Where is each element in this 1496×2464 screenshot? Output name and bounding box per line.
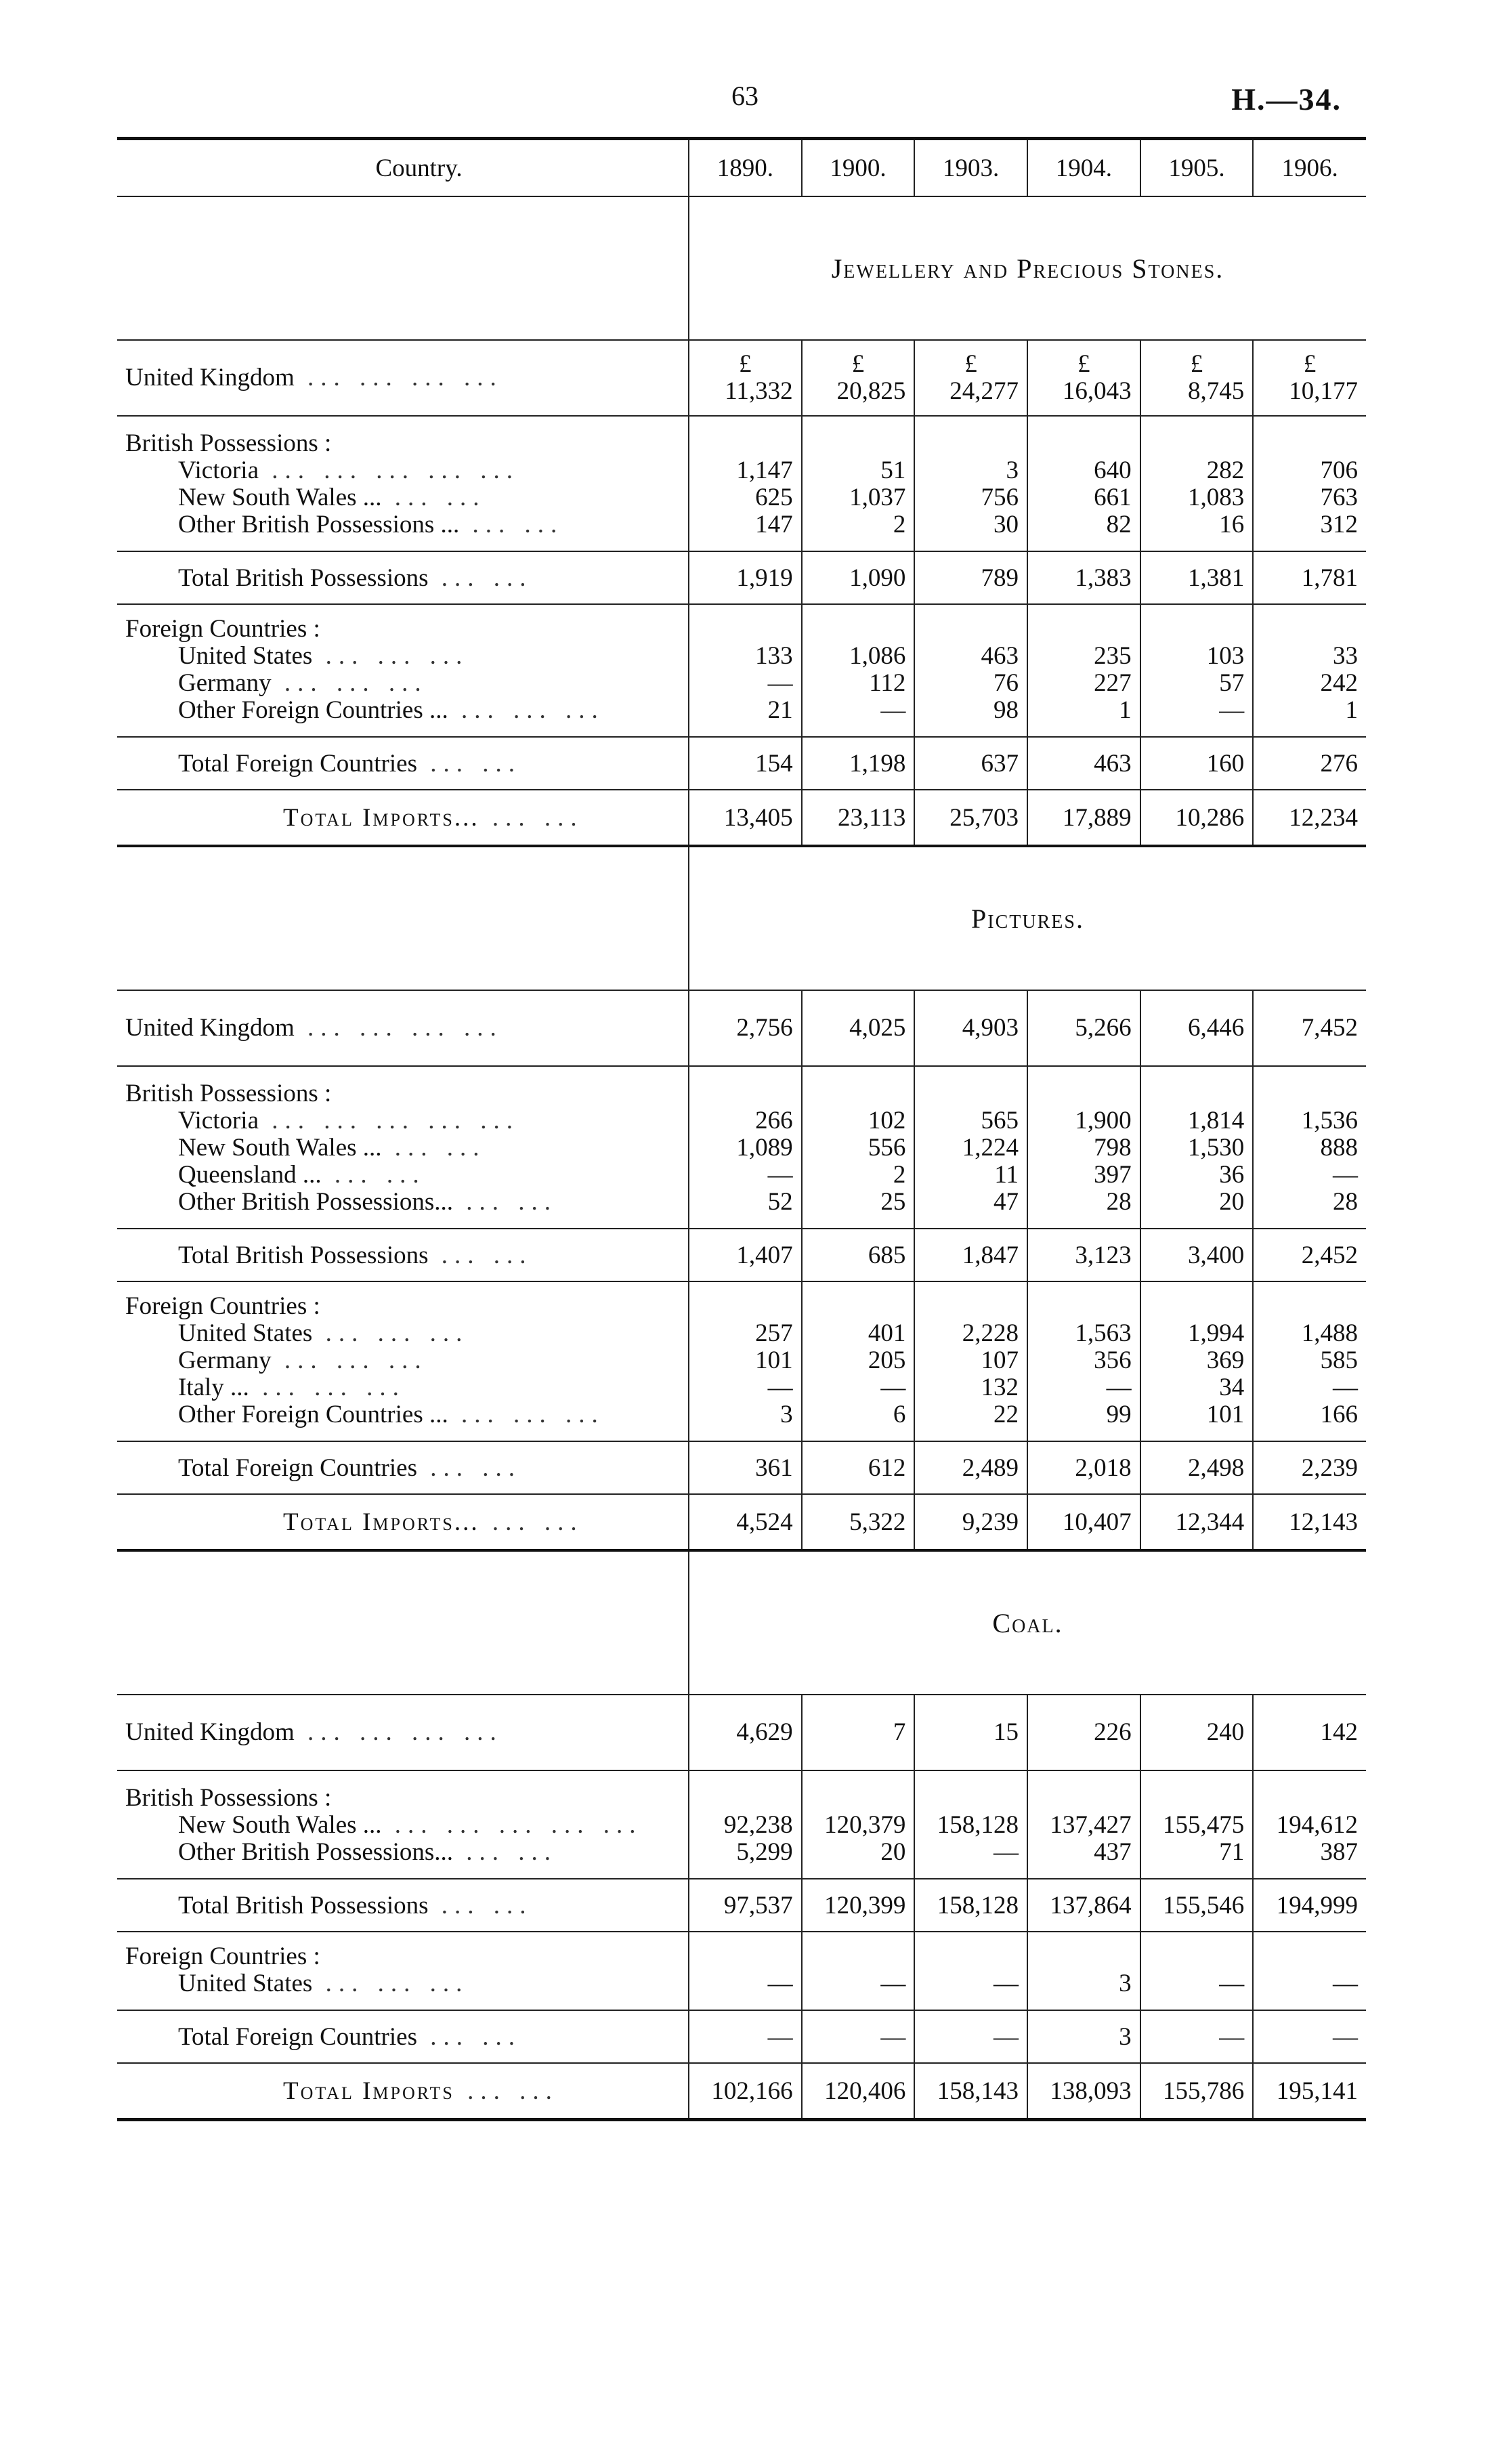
cell-value: 463 [1094, 749, 1132, 778]
leader-dots: ... ... [416, 2022, 521, 2051]
uk-row [117, 990, 1366, 1066]
cell-value: 57 [1219, 669, 1245, 697]
cell-value: 71 [1219, 1838, 1245, 1866]
cell-value: 437 [1094, 1838, 1132, 1866]
table-row [117, 457, 1366, 484]
table-row [117, 1162, 1366, 1189]
cell-value: 23,113 [837, 803, 906, 832]
cell-value: 637 [981, 749, 1019, 778]
cell-value: 3 [1119, 2022, 1132, 2051]
row-label: Victoria [178, 457, 259, 484]
cell-value: 194,612 [1276, 1811, 1358, 1839]
row-label: Total British Possessions [178, 1241, 429, 1269]
cell-value: 2,756 [736, 1014, 793, 1042]
cell-value: 120,379 [824, 1811, 906, 1839]
cell-value: 7 [893, 1718, 906, 1746]
cell-value: 142 [1320, 1718, 1358, 1746]
leader-dots: ... ... ... [271, 670, 428, 697]
cell-value: — [1219, 2022, 1245, 2051]
cell-value: — [1219, 696, 1245, 724]
year-header: 1900. [802, 139, 915, 197]
cell-value: 397 [1094, 1161, 1132, 1189]
cell-value: 24,277 [949, 377, 1019, 405]
cell-value: 12,344 [1175, 1508, 1245, 1536]
table-row [117, 1970, 1366, 2010]
table-row [117, 1347, 1366, 1374]
cell-value: 97,537 [723, 1891, 793, 1919]
currency-symbol: £ [739, 350, 752, 378]
cell-value: — [880, 2022, 906, 2051]
cell-value: 13,405 [723, 803, 793, 832]
total-row [117, 737, 1366, 790]
row-label: United States [178, 1970, 313, 1997]
grand-total-row [117, 790, 1366, 846]
cell-value: 16,043 [1062, 377, 1132, 405]
leader-dots: ... ... [321, 1162, 426, 1189]
group-heading-row [117, 1281, 1366, 1320]
cell-value: 1,407 [736, 1241, 793, 1269]
row-label: Total Imports [283, 2077, 454, 2105]
cell-value: 240 [1206, 1718, 1245, 1746]
cell-value: — [993, 2022, 1019, 2051]
row-label: New South Wales ... [178, 1134, 382, 1162]
cell-value: 1,090 [849, 564, 906, 592]
cell-value: 107 [981, 1346, 1019, 1374]
cell-value: 17,889 [1062, 803, 1132, 832]
cell-value: 205 [868, 1346, 906, 1374]
leader-dots: ... ... [453, 1189, 558, 1216]
leader-dots: ... ... [428, 564, 533, 592]
cell-value: 11 [994, 1161, 1019, 1189]
cell-value: 3 [780, 1401, 793, 1428]
cell-value: 6,446 [1188, 1014, 1245, 1042]
cell-value: 99 [1106, 1401, 1132, 1428]
cell-value: 7,452 [1301, 1014, 1358, 1042]
group-heading-row [117, 1066, 1366, 1107]
cell-value: 138,093 [1050, 2077, 1132, 2105]
grand-total-row [117, 2063, 1366, 2120]
cell-value: 3 [1006, 456, 1019, 484]
table-body [117, 196, 1366, 2120]
header-row [117, 139, 1366, 197]
cell-value: 20,825 [836, 377, 906, 405]
cell-value: 2,489 [962, 1453, 1019, 1482]
cell-value: 1,381 [1188, 564, 1245, 592]
cell-value: 2,498 [1188, 1453, 1245, 1482]
leader-dots: ... ... ... ... [294, 364, 503, 391]
leader-dots: ... ... [479, 803, 584, 832]
cell-value: 194,999 [1276, 1891, 1358, 1919]
cell-value: — [1219, 1970, 1245, 1997]
cell-value: 34 [1219, 1374, 1245, 1401]
table-row [117, 697, 1366, 737]
cell-value: 1,994 [1188, 1319, 1245, 1347]
year-header: 1890. [689, 139, 802, 197]
row-label: Germany [178, 1347, 272, 1374]
row-label: New South Wales ... [178, 484, 382, 511]
cell-value: 1,037 [849, 484, 906, 511]
cell-value: 361 [755, 1453, 793, 1482]
row-label: Other British Possessions... [178, 1189, 454, 1216]
group-heading-row [117, 416, 1366, 457]
uk-row [117, 340, 1366, 416]
row-label: Total British Possessions [178, 564, 429, 592]
cell-value: 9,239 [962, 1508, 1019, 1536]
section-title: Pictures. [689, 846, 1366, 990]
cell-value: 4,025 [849, 1014, 906, 1042]
row-label: Foreign Countries : [125, 1942, 320, 1970]
cell-value: 12,143 [1289, 1508, 1358, 1536]
cell-value: — [767, 1970, 793, 1997]
country-column-header: Country. [375, 154, 463, 182]
table-row [117, 1134, 1366, 1162]
cell-value: 28 [1333, 1188, 1358, 1216]
cell-value: 2 [893, 1161, 906, 1189]
cell-value: 166 [1320, 1401, 1358, 1428]
cell-value: — [1106, 1374, 1132, 1401]
row-label: Total Foreign Countries [178, 1453, 417, 1482]
cell-value: 685 [868, 1241, 906, 1269]
currency-symbol: £ [851, 350, 865, 378]
cell-value: 763 [1320, 484, 1358, 511]
leader-dots: ... ... ... [271, 1347, 428, 1374]
row-label: Foreign Countries : [125, 615, 320, 643]
total-row [117, 1229, 1366, 1281]
cell-value: — [1333, 1161, 1358, 1189]
cell-value: 1 [1345, 696, 1358, 724]
group-heading-row [117, 1770, 1366, 1812]
cell-value: 2 [893, 511, 906, 538]
row-label: Foreign Countries : [125, 1292, 320, 1320]
cell-value: 20 [1219, 1188, 1245, 1216]
row-label: Other Foreign Countries ... [178, 1401, 448, 1428]
cell-value: 5,299 [736, 1838, 793, 1866]
cell-value: 1,900 [1075, 1107, 1132, 1134]
cell-value: 556 [868, 1134, 906, 1162]
cell-value: 625 [755, 484, 793, 511]
section-title: Jewellery and Precious Stones. [689, 196, 1366, 340]
total-row [117, 551, 1366, 604]
row-label: Italy ... [178, 1374, 249, 1401]
table-row [117, 1320, 1366, 1347]
cell-value: 30 [993, 511, 1019, 538]
cell-value: 52 [767, 1188, 793, 1216]
cell-value: 1,086 [849, 642, 906, 670]
cell-value: 195,141 [1276, 2077, 1358, 2105]
cell-value: 82 [1106, 511, 1132, 538]
cell-value: 120,406 [824, 2077, 906, 2105]
leader-dots: ... ... [428, 1891, 533, 1919]
cell-value: 1,198 [849, 749, 906, 778]
row-label: British Possessions : [125, 1080, 332, 1107]
cell-value: 1,563 [1075, 1319, 1132, 1347]
total-row [117, 2010, 1366, 2063]
currency-symbol: £ [1190, 350, 1203, 378]
row-label: United States [178, 1320, 313, 1347]
cell-value: 369 [1206, 1346, 1245, 1374]
cell-value: 102,166 [711, 2077, 793, 2105]
cell-value: 103 [1206, 642, 1245, 670]
jewellery-section-title-row [117, 196, 1366, 340]
cell-value: 3,123 [1075, 1241, 1132, 1269]
currency-symbol: £ [1303, 350, 1317, 378]
cell-value: 5,322 [849, 1508, 906, 1536]
cell-value: 10,407 [1062, 1508, 1132, 1536]
row-label: United States [178, 643, 313, 670]
cell-value: 147 [755, 511, 793, 538]
cell-value: 12,234 [1289, 803, 1358, 832]
imports-table [117, 137, 1366, 2121]
cell-value: — [1333, 1970, 1358, 1997]
cell-value: 137,864 [1050, 1891, 1132, 1919]
cell-value: 756 [981, 484, 1019, 511]
section-title: Coal. [689, 1550, 1366, 1695]
leader-dots: ... ... [479, 1508, 584, 1536]
row-label: British Possessions : [125, 1784, 332, 1812]
cell-value: — [767, 669, 793, 697]
cell-value: 10,286 [1175, 803, 1245, 832]
cell-value: 2,239 [1301, 1453, 1358, 1482]
cell-value: 6 [893, 1401, 906, 1428]
cell-value: 706 [1320, 456, 1358, 484]
cell-value: 16 [1219, 511, 1245, 538]
cell-value: 1,083 [1188, 484, 1245, 511]
leader-dots: ... ... ... [312, 1970, 469, 1997]
cell-value: 282 [1206, 456, 1245, 484]
leader-dots: ... ... [459, 511, 564, 538]
cell-value: 15 [993, 1718, 1019, 1746]
total-row [117, 1441, 1366, 1494]
row-label: United Kingdom [125, 364, 295, 391]
coal-section-title-row [117, 1550, 1366, 1695]
cell-value: 1,781 [1301, 564, 1358, 592]
cell-value: 565 [981, 1107, 1019, 1134]
table-row [117, 484, 1366, 511]
cell-value: 92,238 [723, 1811, 793, 1839]
leader-dots: ... ... ... [312, 1320, 469, 1347]
cell-value: 1,089 [736, 1134, 793, 1162]
cell-value: 158,143 [937, 2077, 1019, 2105]
cell-value: 4,629 [736, 1718, 793, 1746]
cell-value: 226 [1094, 1718, 1132, 1746]
row-label: Total British Possessions [178, 1891, 429, 1919]
cell-value: 235 [1094, 642, 1132, 670]
cell-value: 640 [1094, 456, 1132, 484]
cell-value: 276 [1320, 749, 1358, 778]
row-label: Germany [178, 670, 272, 697]
leader-dots: ... ... ... ... ... [381, 1812, 643, 1839]
cell-value: 8,745 [1188, 377, 1245, 405]
cell-value: 33 [1333, 642, 1358, 670]
cell-value: 101 [1206, 1401, 1245, 1428]
cell-value: — [1333, 2022, 1358, 2051]
leader-dots: ... ... [453, 1839, 558, 1866]
cell-value: 133 [755, 642, 793, 670]
cell-value: — [767, 1374, 793, 1401]
group-heading-row [117, 604, 1366, 643]
cell-value: 1,536 [1301, 1107, 1358, 1134]
cell-value: 1,383 [1075, 564, 1132, 592]
leader-dots: ... ... [381, 484, 486, 511]
leader-dots: ... ... [454, 2077, 559, 2105]
year-header: 1906. [1253, 139, 1366, 197]
page-number: 63 [731, 81, 758, 111]
cell-value: 3,400 [1188, 1241, 1245, 1269]
row-label: Other British Possessions ... [178, 511, 460, 538]
cell-value: 1,919 [736, 564, 793, 592]
cell-value: 266 [755, 1107, 793, 1134]
cell-value: — [1333, 1374, 1358, 1401]
row-label: Total Imports... [283, 1508, 479, 1536]
cell-value: 242 [1320, 669, 1358, 697]
pictures-section-title-row [117, 846, 1366, 990]
cell-value: 1,488 [1301, 1319, 1358, 1347]
cell-value: 101 [755, 1346, 793, 1374]
leader-dots: ... ... ... ... [294, 1014, 503, 1042]
row-label: Queensland ... [178, 1162, 322, 1189]
cell-value: 21 [767, 696, 793, 724]
cell-value: 661 [1094, 484, 1132, 511]
group-heading-row [117, 1932, 1366, 1970]
cell-value: 112 [869, 669, 906, 697]
table-row [117, 643, 1366, 670]
cell-value: 120,399 [824, 1891, 906, 1919]
table-row [117, 511, 1366, 551]
cell-value: 356 [1094, 1346, 1132, 1374]
cell-value: 4,903 [962, 1014, 1019, 1042]
leader-dots: ... ... ... [312, 643, 469, 670]
cell-value: 585 [1320, 1346, 1358, 1374]
cell-value: 20 [880, 1838, 906, 1866]
cell-value: 1 [1119, 696, 1132, 724]
cell-value: 137,427 [1050, 1811, 1132, 1839]
cell-value: 47 [993, 1188, 1019, 1216]
row-label: New South Wales ... [178, 1812, 382, 1839]
cell-value: 36 [1219, 1161, 1245, 1189]
cell-value: 98 [993, 696, 1019, 724]
cell-value: 3 [1119, 1970, 1132, 1997]
year-header: 1905. [1140, 139, 1254, 197]
cell-value: 158,128 [937, 1811, 1019, 1839]
row-label: Total Foreign Countries [178, 2022, 417, 2051]
table-row [117, 1401, 1366, 1441]
row-label: Total Foreign Countries [178, 749, 417, 778]
table-row [117, 1839, 1366, 1879]
cell-value: 1,847 [962, 1241, 1019, 1269]
uk-row [117, 1695, 1366, 1770]
leader-dots: ... ... ... [448, 1401, 605, 1428]
row-label: United Kingdom [125, 1718, 295, 1746]
cell-value: — [880, 1970, 906, 1997]
leader-dots: ... ... [428, 1241, 533, 1269]
cell-value: 401 [868, 1319, 906, 1347]
cell-value: 28 [1106, 1188, 1132, 1216]
cell-value: 155,786 [1163, 2077, 1245, 2105]
table-row [117, 1374, 1366, 1401]
cell-value: 11,332 [725, 377, 793, 405]
cell-value: 155,546 [1163, 1891, 1245, 1919]
currency-symbol: £ [964, 350, 977, 378]
cell-value: 76 [993, 669, 1019, 697]
leader-dots: ... ... ... ... ... [259, 457, 520, 484]
row-label: Total Imports... [283, 803, 479, 832]
row-label: Other British Possessions... [178, 1839, 454, 1866]
cell-value: 798 [1094, 1134, 1132, 1162]
cell-value: 888 [1320, 1134, 1358, 1162]
cell-value: 227 [1094, 669, 1132, 697]
row-label: United Kingdom [125, 1014, 295, 1042]
cell-value: 5,266 [1075, 1014, 1132, 1042]
cell-value: 102 [868, 1107, 906, 1134]
leader-dots: ... ... ... ... [294, 1718, 503, 1746]
cell-value: 257 [755, 1319, 793, 1347]
cell-value: 2,452 [1301, 1241, 1358, 1269]
total-row [117, 1879, 1366, 1932]
cell-value: 25,703 [949, 803, 1019, 832]
cell-value: 463 [981, 642, 1019, 670]
currency-symbol: £ [1077, 350, 1090, 378]
cell-value: 51 [880, 456, 906, 484]
cell-value: 1,814 [1188, 1107, 1245, 1134]
cell-value: — [880, 696, 906, 724]
cell-value: 2,228 [962, 1319, 1019, 1347]
leader-dots: ... ... [416, 749, 521, 778]
cell-value: 10,177 [1289, 377, 1358, 405]
cell-value: 312 [1320, 511, 1358, 538]
cell-value: 4,524 [736, 1508, 793, 1536]
row-label: Other Foreign Countries ... [178, 697, 448, 724]
table-row [117, 1107, 1366, 1134]
cell-value: 387 [1320, 1838, 1358, 1866]
cell-value: 154 [755, 749, 793, 778]
cell-value: 789 [981, 564, 1019, 592]
cell-value: 2,018 [1075, 1453, 1132, 1482]
cell-value: — [993, 1838, 1019, 1866]
cell-value: 155,475 [1163, 1811, 1245, 1839]
cell-value: 1,530 [1188, 1134, 1245, 1162]
cell-value: — [767, 1161, 793, 1189]
cell-value: 132 [981, 1374, 1019, 1401]
year-header: 1904. [1027, 139, 1140, 197]
row-label: Victoria [178, 1107, 259, 1134]
cell-value: — [880, 1374, 906, 1401]
cell-value: 158,128 [937, 1891, 1019, 1919]
row-label: British Possessions : [125, 429, 332, 457]
cell-value: 612 [868, 1453, 906, 1482]
grand-total-row [117, 1494, 1366, 1550]
table-row [117, 1189, 1366, 1229]
table-row [117, 1812, 1366, 1839]
leader-dots: ... ... ... ... ... [259, 1107, 520, 1134]
leader-dots: ... ... [416, 1453, 521, 1482]
table-row [117, 670, 1366, 697]
cell-value: 1,147 [736, 456, 793, 484]
leader-dots: ... ... ... [448, 697, 605, 724]
cell-value: — [993, 1970, 1019, 1997]
cell-value: 25 [880, 1188, 906, 1216]
leader-dots: ... ... ... [249, 1374, 406, 1401]
cell-value: 22 [993, 1401, 1019, 1428]
cell-value: 1,224 [962, 1134, 1019, 1162]
document-reference: H.—34. [1231, 82, 1342, 116]
cell-value: — [767, 2022, 793, 2051]
leader-dots: ... ... [381, 1134, 486, 1162]
cell-value: 160 [1206, 749, 1245, 778]
year-header: 1903. [914, 139, 1027, 197]
